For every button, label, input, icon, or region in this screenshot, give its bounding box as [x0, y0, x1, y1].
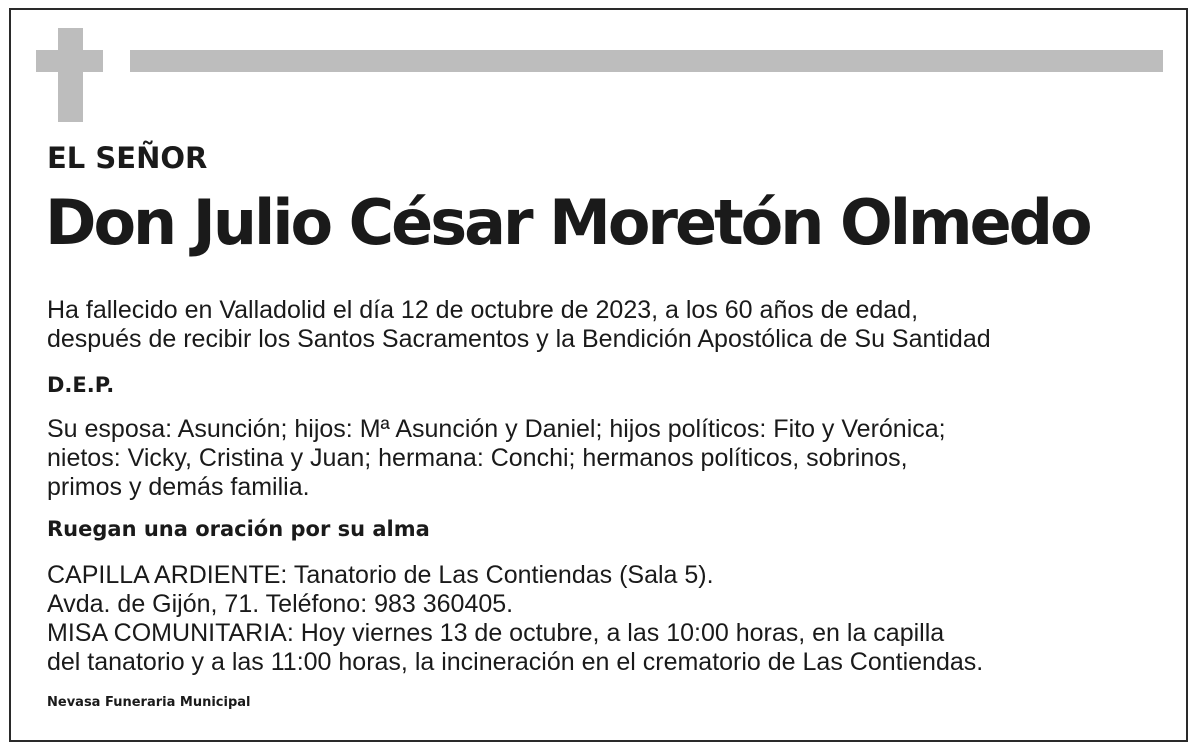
family-line: primos y demás familia.	[47, 473, 310, 501]
dep-label: D.E.P.	[47, 373, 115, 397]
deceased-name: Don Julio César Moretón Olmedo	[45, 186, 1090, 259]
cross-icon	[58, 28, 83, 122]
details-line: Avda. de Gijón, 71. Teléfono: 983 360405.	[47, 590, 514, 618]
details-line: del tanatorio y a las 11:00 horas, la incineración en el crematorio de Las Contiendas.	[47, 648, 984, 676]
family-line: nietos: Vicky, Cristina y Juan; hermana: Conchi; hermanos políticos, sobrinos,	[47, 444, 908, 472]
prayer-request: Ruegan una oración por su alma	[47, 517, 430, 541]
family-text	[47, 415, 946, 502]
details-line: CAPILLA ARDIENTE: Tanatorio de Las Contiendas (Sala 5).	[47, 561, 714, 589]
announcement-line: Ha fallecido en Valladolid el día 12 de octubre de 2023, a los 60 años de edad,	[47, 296, 919, 324]
funeral-home-name: Nevasa Funeraria Municipal	[47, 695, 251, 710]
announcement-line: después de recibir los Santos Sacramentos y la Bendición Apostólica de Su Santidad	[47, 325, 991, 353]
service-details	[47, 561, 983, 677]
announcement-text	[47, 296, 991, 354]
title-prefix: EL SEÑOR	[47, 141, 208, 175]
cross-icon-arm	[36, 50, 103, 72]
details-line: MISA COMUNITARIA: Hoy viernes 13 de octubre, a las 10:00 horas, en la capilla	[47, 619, 945, 647]
family-line: Su esposa: Asunción; hijos: Mª Asunción y Daniel; hijos políticos: Fito y Verónica;	[47, 415, 946, 443]
header-rule	[130, 50, 1163, 72]
